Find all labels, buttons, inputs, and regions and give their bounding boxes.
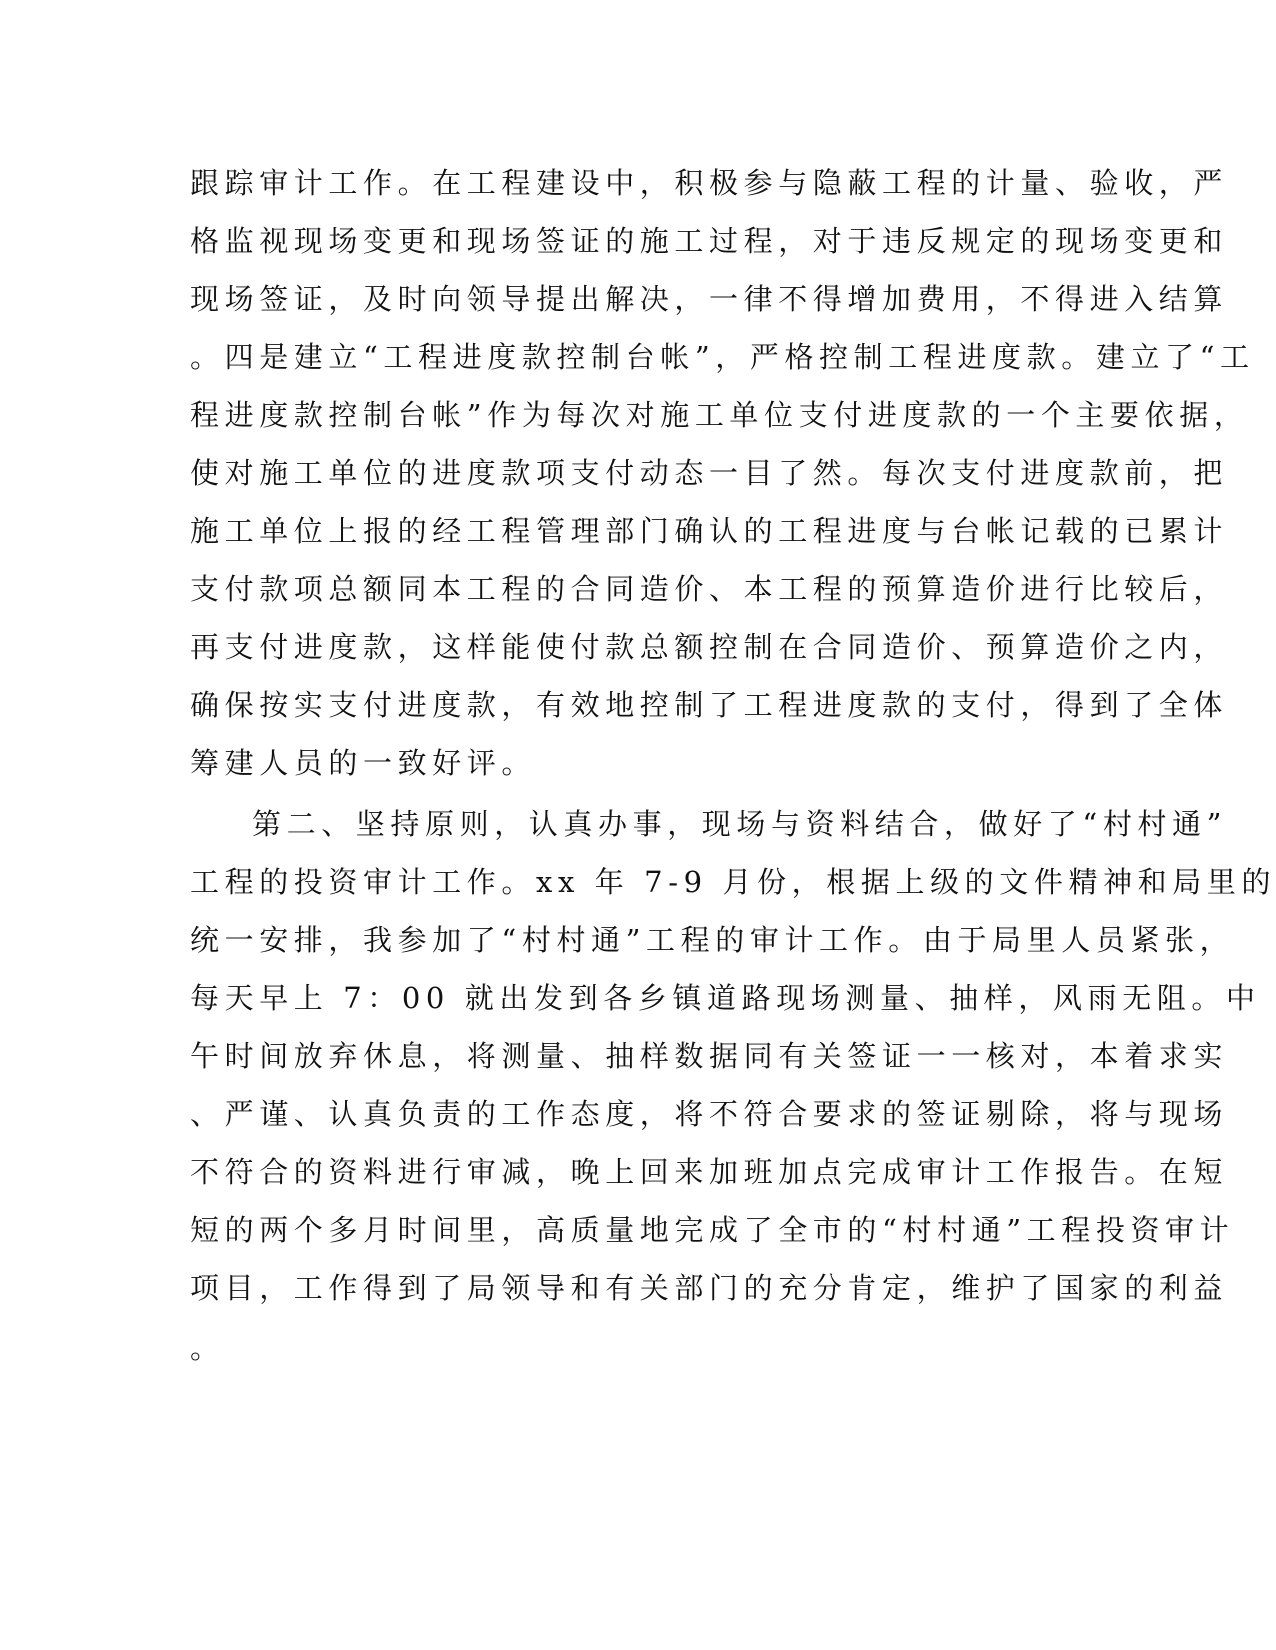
paragraph-1-line-2: 格监视现场变更和现场签证的施工过程，对于违反规定的现场变更和 — [190, 224, 1229, 258]
paragraph-1-line-6: 使对施工单位的进度款项支付动态一目了然。每次支付进度款前，把 — [190, 456, 1229, 490]
paragraph-2-line-5: 午时间放弃休息，将测量、抽样数据同有关签证一一核对，本着求实 — [190, 1039, 1229, 1073]
paragraph-2-line-9: 项目，工作得到了局领导和有关部门的充分肯定，维护了国家的利益 — [190, 1271, 1229, 1305]
paragraph-2-line-2: 工程的投资审计工作。xx 年 7-9 月份，根据上级的文件精神和局里的 — [190, 865, 1276, 899]
paragraph-1-line-1: 跟踪审计工作。在工程建设中，积极参与隐蔽工程的计量、验收，严 — [190, 166, 1229, 200]
paragraph-2-line-1: 第二、坚持原则，认真办事，现场与资料结合，做好了“村村通” — [252, 807, 1228, 841]
paragraph-1-line-9: 再支付进度款，这样能使付款总额控制在合同造价、预算造价之内， — [190, 630, 1229, 664]
paragraph-2-line-4: 每天早上 7：00 就出发到各乡镇道路现场测量、抽样，风雨无阻。中 — [190, 981, 1261, 1015]
paragraph-2-line-10: 。 — [190, 1331, 225, 1365]
paragraph-1-line-11: 筹建人员的一致好评。 — [190, 746, 537, 780]
paragraph-2-line-8: 短的两个多月时间里，高质量地完成了全市的“村村通”工程投资审计 — [190, 1213, 1235, 1247]
paragraph-1-line-4: 。四是建立“工程进度款控制台帐”，严格控制工程进度款。建立了“工 — [190, 340, 1255, 374]
paragraph-1-line-3: 现场签证，及时向领导提出解决，一律不得增加费用，不得进入结算 — [190, 282, 1229, 316]
paragraph-2-line-6: 、严谨、认真负责的工作态度，将不符合要求的签证剔除，将与现场 — [190, 1097, 1229, 1131]
paragraph-1-line-7: 施工单位上报的经工程管理部门确认的工程进度与台帐记载的已累计 — [190, 514, 1229, 548]
paragraph-1-line-10: 确保按实支付进度款，有效地控制了工程进度款的支付，得到了全体 — [190, 688, 1229, 722]
paragraph-2-line-3: 统一安排，我参加了“村村通”工程的审计工作。由于局里人员紧张， — [190, 923, 1235, 957]
paragraph-1-line-5: 程进度款控制台帐”作为每次对施工单位支付进度款的一个主要依据， — [190, 398, 1249, 432]
paragraph-2-line-7: 不符合的资料进行审减，晚上回来加班加点完成审计工作报告。在短 — [190, 1155, 1229, 1189]
paragraph-1-line-8: 支付款项总额同本工程的合同造价、本工程的预算造价进行比较后， — [190, 572, 1229, 606]
